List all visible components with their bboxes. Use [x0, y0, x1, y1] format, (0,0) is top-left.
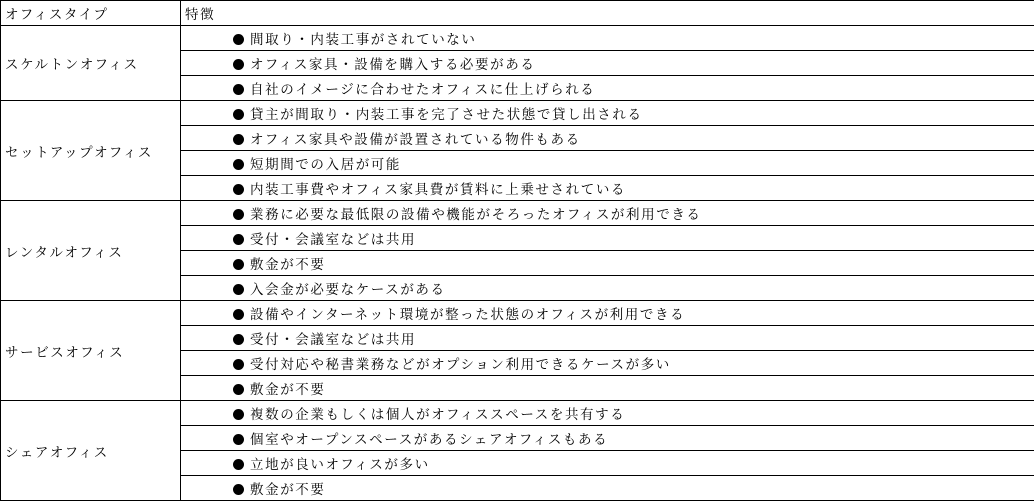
feature-text: 業務に必要な最低限の設備や機能がそろったオフィスが利用できる — [250, 207, 702, 223]
feature-cell — [181, 276, 1034, 301]
table-row — [1, 26, 1034, 51]
table-row — [1, 401, 1034, 426]
bullet-icon — [233, 34, 244, 45]
feature-cell — [181, 376, 1034, 401]
feature-cell — [181, 401, 1034, 426]
office-type-cell: シェアオフィス — [1, 401, 181, 501]
feature-cell — [181, 26, 1034, 51]
feature-text: 設備やインターネット環境が整った状態のオフィスが利用できる — [250, 307, 686, 323]
feature-text: 受付・会議室などは共用 — [250, 232, 417, 248]
feature-text: 内装工事費やオフィス家具費が賃料に上乗せされている — [250, 182, 627, 198]
bullet-icon — [233, 59, 244, 70]
feature-cell — [181, 251, 1034, 276]
header-features: 特徴 — [181, 1, 1034, 26]
bullet-icon — [233, 259, 244, 270]
feature-text: 間取り・内装工事がされていない — [250, 32, 477, 48]
feature-text: 個室やオープンスペースがあるシェアオフィスもある — [250, 432, 609, 448]
office-type-cell: レンタルオフィス — [1, 201, 181, 301]
feature-text: 立地が良いオフィスが多い — [250, 457, 430, 473]
feature-text: 敷金が不要 — [250, 482, 326, 498]
feature-cell — [181, 351, 1034, 376]
feature-cell — [181, 176, 1034, 201]
feature-cell — [181, 326, 1034, 351]
bullet-icon — [233, 134, 244, 145]
feature-cell — [181, 126, 1034, 151]
feature-text: 敷金が不要 — [250, 382, 326, 398]
feature-cell — [181, 76, 1034, 101]
feature-text: 入会金が必要なケースがある — [250, 282, 446, 298]
bullet-icon — [233, 384, 244, 395]
bullet-icon — [233, 484, 244, 495]
bullet-icon — [233, 334, 244, 345]
feature-text: 受付対応や秘書業務などがオプション利用できるケースが多い — [250, 357, 671, 373]
feature-cell — [181, 301, 1034, 326]
feature-cell — [181, 451, 1034, 476]
feature-cell — [181, 476, 1034, 501]
bullet-icon — [233, 209, 244, 220]
header-row — [1, 1, 1034, 26]
feature-text: 複数の企業もしくは個人がオフィススペースを共有する — [250, 407, 626, 423]
feature-text: 敷金が不要 — [250, 257, 326, 273]
office-type-cell: セットアップオフィス — [1, 101, 181, 201]
bullet-icon — [233, 434, 244, 445]
table-row — [1, 101, 1034, 126]
feature-text: オフィス家具や設備が設置されている物件もある — [250, 132, 581, 148]
table-body — [1, 26, 1034, 501]
feature-text: 貸主が間取り・内装工事を完了させた状態で貸し出される — [250, 107, 643, 123]
table-row — [1, 201, 1034, 226]
feature-text: 短期間での入居が可能 — [250, 157, 401, 173]
office-type-cell: サービスオフィス — [1, 301, 181, 401]
bullet-icon — [233, 109, 244, 120]
header-office-type: オフィスタイプ — [1, 1, 181, 26]
bullet-icon — [233, 359, 244, 370]
feature-text: 受付・会議室などは共用 — [250, 332, 417, 348]
bullet-icon — [233, 309, 244, 320]
bullet-icon — [233, 184, 244, 195]
office-type-cell: スケルトンオフィス — [1, 26, 181, 101]
feature-cell — [181, 101, 1034, 126]
bullet-icon — [233, 159, 244, 170]
feature-text: オフィス家具・設備を購入する必要がある — [250, 57, 536, 73]
bullet-icon — [233, 409, 244, 420]
bullet-icon — [233, 84, 244, 95]
feature-cell — [181, 426, 1034, 451]
feature-cell — [181, 226, 1034, 251]
feature-cell — [181, 151, 1034, 176]
table-row — [1, 301, 1034, 326]
feature-cell — [181, 51, 1034, 76]
bullet-icon — [233, 234, 244, 245]
feature-cell — [181, 201, 1034, 226]
bullet-icon — [233, 459, 244, 470]
feature-text: 自社のイメージに合わせたオフィスに仕上げられる — [250, 82, 596, 98]
bullet-icon — [233, 284, 244, 295]
